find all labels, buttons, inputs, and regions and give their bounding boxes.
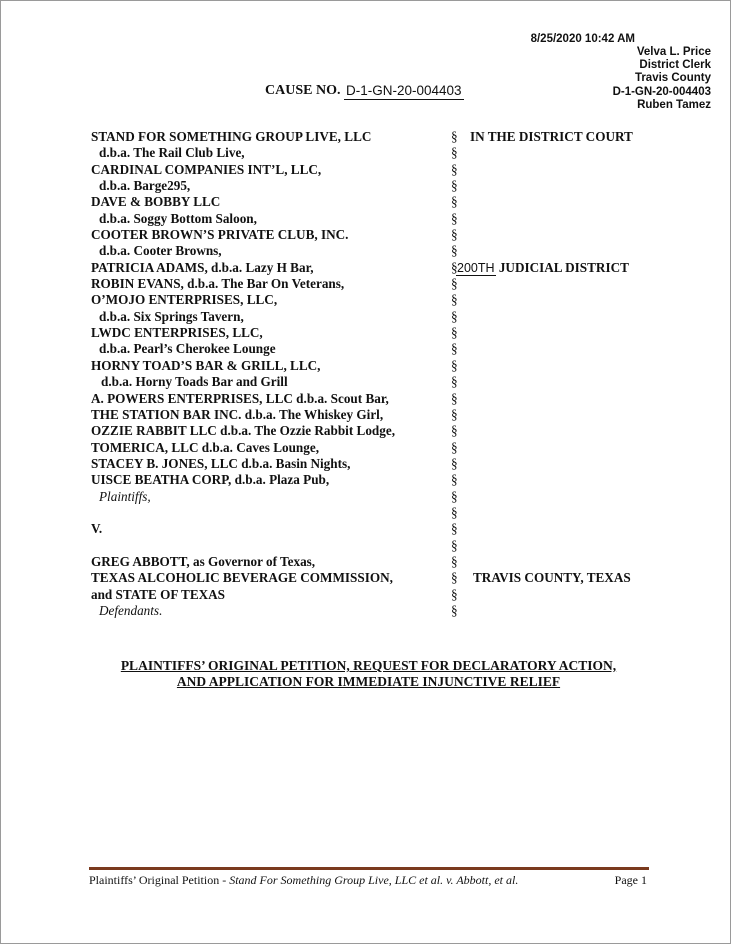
section-symbol: § (451, 390, 458, 406)
party-line: d.b.a. The Rail Club Live, (99, 145, 245, 161)
cause-number: D-1-GN-20-004403 (346, 83, 462, 98)
section-symbol: § (451, 570, 458, 586)
clerk-name: Velva L. Price (636, 46, 711, 58)
case-caption (91, 129, 651, 619)
title-line-1: PLAINTIFFS’ ORIGINAL PETITION, REQUEST FOR DECLARATORY ACTION, (120, 658, 617, 673)
section-symbol: § (451, 276, 458, 292)
party-line: A. POWERS ENTERPRISES, LLC d.b.a. Scout Bar, (91, 390, 389, 406)
section-symbol: § (451, 586, 458, 602)
court-name: IN THE DISTRICT COURT (470, 129, 633, 144)
party-line: OZZIE RABBIT LLC d.b.a. The Ozzie Rabbit Lodge, (91, 423, 395, 439)
judicial-district (457, 259, 629, 276)
footer-divider (89, 867, 649, 870)
party-line: HORNY TOAD’S BAR & GRILL, LLC, (91, 357, 321, 373)
party-line: THE STATION BAR INC. d.b.a. The Whiskey Girl, (91, 406, 384, 422)
section-symbol: § (451, 602, 458, 618)
stamp-case-number: D-1-GN-20-004403 (612, 85, 711, 98)
section-symbol: § (451, 145, 458, 161)
party-line: TOMERICA, LLC d.b.a. Caves Lounge, (91, 439, 320, 455)
party-line: STAND FOR SOMETHING GROUP LIVE, LLC (91, 129, 372, 144)
filing-stamp (491, 33, 711, 112)
section-symbol: § (451, 227, 458, 243)
section-symbol: § (451, 537, 458, 553)
filing-timestamp: 8/25/2020 10:42 AM (530, 33, 635, 45)
party-line: DAVE & BOBBY LLC (91, 194, 221, 210)
section-symbol: § (451, 129, 458, 144)
party-line: d.b.a. Soggy Bottom Saloon, (99, 210, 257, 226)
section-symbol: § (451, 243, 458, 259)
party-line: d.b.a. Cooter Browns, (99, 243, 222, 259)
party-line: TEXAS ALCOHOLIC BEVERAGE COMMISSION, (91, 570, 393, 586)
section-symbol: § (451, 194, 458, 210)
party-line: ROBIN EVANS, d.b.a. The Bar On Veterans, (91, 276, 345, 292)
section-symbol: § (451, 455, 458, 471)
party-line: and STATE OF TEXAS (91, 586, 225, 602)
section-symbol: § (451, 374, 458, 390)
section-symbol: § (451, 161, 458, 177)
stamp-deputy: Ruben Tamez (637, 98, 711, 111)
party-line: d.b.a. Barge295, (99, 178, 191, 194)
plaintiffs-label: Plaintiffs, (99, 488, 151, 504)
petition-title (81, 658, 656, 690)
section-symbol: § (451, 292, 458, 308)
section-symbol: § (451, 308, 458, 324)
cause-label: CAUSE NO. (265, 83, 341, 98)
clerk-title: District Clerk (639, 59, 711, 72)
section-symbol: § (451, 439, 458, 455)
district-number: 200TH (457, 260, 495, 275)
party-line: PATRICIA ADAMS, d.b.a. Lazy H Bar, (91, 259, 314, 275)
footer-case-style: Stand For Something Group Live, LLC et al. v. Abbott, et al. (229, 873, 519, 887)
party-line: UISCE BEATHA CORP, d.b.a. Plaza Pub, (91, 472, 330, 488)
section-symbol: § (451, 210, 458, 226)
county-name: TRAVIS COUNTY, TEXAS (473, 570, 631, 586)
party-line: COOTER BROWN’S PRIVATE CLUB, INC. (91, 227, 349, 243)
party-line: STACEY B. JONES, LLC d.b.a. Basin Nights, (91, 455, 351, 471)
section-symbol: § (451, 423, 458, 439)
section-symbol: § (451, 472, 458, 488)
party-line: GREG ABBOTT, as Governor of Texas, (91, 553, 316, 569)
section-symbol: § (451, 521, 458, 537)
party-line: d.b.a. Pearl’s Cherokee Lounge (99, 341, 276, 357)
section-symbol: § (451, 341, 458, 357)
party-line: CARDINAL COMPANIES INT’L, LLC, (91, 161, 322, 177)
section-symbol: § (451, 325, 458, 341)
title-line-2: AND APPLICATION FOR IMMEDIATE INJUNCTIVE RELIEF (176, 674, 561, 689)
section-symbol: § (451, 488, 458, 504)
party-line: O’MOJO ENTERPRISES, LLC, (91, 292, 278, 308)
page-number: Page 1 (614, 873, 647, 887)
footer-prefix: Plaintiffs’ Original Petition - (89, 873, 230, 887)
clerk-county: Travis County (634, 72, 711, 85)
party-line: d.b.a. Six Springs Tavern, (99, 308, 244, 324)
section-symbol: § (451, 504, 458, 520)
party-line: d.b.a. Horny Toads Bar and Grill (101, 374, 288, 390)
footer-case-title (89, 873, 518, 888)
section-symbol: § (451, 259, 458, 275)
defendants-label: Defendants. (99, 602, 163, 618)
section-symbol: § (451, 553, 458, 569)
section-symbol: § (451, 357, 458, 373)
section-symbol: § (451, 178, 458, 194)
section-symbol: § (451, 406, 458, 422)
versus-label: V. (91, 521, 103, 537)
party-line: LWDC ENTERPRISES, LLC, (91, 325, 263, 341)
district-label: JUDICIAL DISTRICT (498, 259, 629, 275)
